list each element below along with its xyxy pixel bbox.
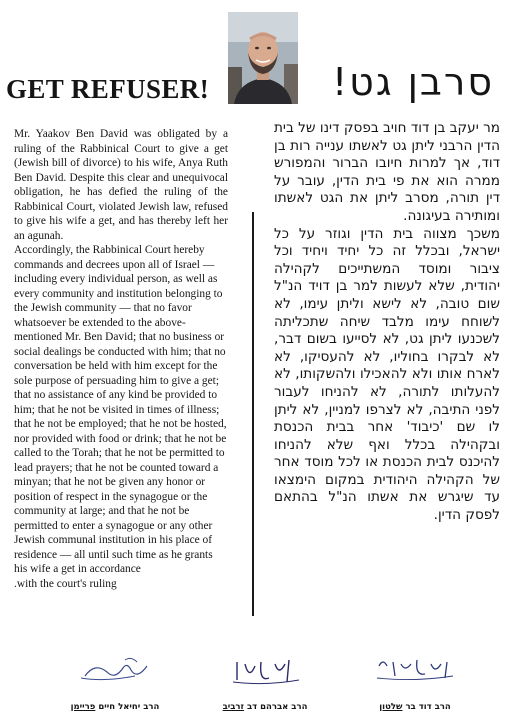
signatures — [60, 652, 480, 712]
portrait-image — [228, 12, 298, 104]
handwritten-signature-1 — [65, 652, 165, 688]
signature-3-name-prefix: הרב דוד בר — [405, 702, 451, 712]
signature-3 — [360, 652, 470, 712]
signature-2-name-surname: זרביב — [222, 702, 244, 712]
title-hebrew: סרבן גט! — [331, 60, 494, 104]
hebrew-paragraph-2: משכך מצווה בית הדין וגוזר על כל ישראל, ובכלל זה כל יחיד ויחיד וכל ציבור ומוסד המשתייכים לקהילה יהודית, שלא לעשות למר בן דויד הנ"ל שום טובה, לא לישא וליתן עימו, לא לשוחח עימו מלבד שיחה שתכליתה לשכנעו ליתן גט, לא לסייעו בשום דבר, לא לבקרו בחוליו, לא להעסיקו, לא לארח אותו ולא להאכילו ולהשקותו, לא להעלותו לתורה, לא להניחו לעבור לפני התיבה, לא לצרפו למניין, לא ליתן לו שם 'כיבוד' אחר בבית הכנסת ובקהילה בכלל ואף שלא להניחו להיכנס לבית הכנסת או לכל מוסד אחר של הקהילה היהודית במקום הימצאו עד שיגרש את אשתו הנ"ל בהתאם לפסק הדין. — [274, 225, 500, 524]
english-paragraph-2: Accordingly, the Rabbinical Court hereby commands and decrees upon all of Israel — including every individual person, as well as every community and institution belonging to the Jewish community — that no favor whatsoever be extended to the above-mentioned Mr. Ben David; that no business or social dealings be conducted with him; that no conversation be held with him except for the sole purpose of persuading him to give a get; that no assistance of any kind be provided to him; that he not be visited in times of illness; that he not be employed; that he not be hosted, nor provided with food or drink; that he not be called to the Torah; that he not be permitted to lead prayers; that he not be counted toward a minyan; that he not be given any honor or position of respect in the synagogue or the community at large; and that he not be permitted to enter a synagogue or any other Jewish communal institution in his place of residence — all until such time as he grants his wife a get in accordance — [14, 244, 227, 575]
signature-2-name-prefix: הרב אברהם דב — [246, 702, 308, 712]
signature-1 — [60, 652, 170, 712]
title-english: GET REFUSER! — [6, 74, 210, 104]
hebrew-column — [274, 120, 500, 525]
signature-1-name — [60, 702, 170, 712]
english-paragraph-1: Mr. Yaakov Ben David was obligated by a ruling of the Rabbinical Court to give a get (Jewish bill of divorce) to his wife, Anya Ruth Ben David. Despite this clear and unequivocal obligation, he has defied the ruling of the Rabbinical Court, violated Jewish law, refused to give his wife a get, and has thereby left her an agunah. — [14, 128, 228, 242]
signature-3-name-surname: שלטון — [379, 702, 403, 712]
handwritten-signature-3 — [365, 652, 465, 688]
english-column — [14, 127, 228, 591]
signature-3-name — [360, 702, 470, 712]
column-divider — [252, 212, 254, 616]
hebrew-paragraph-1: מר יעקב בן דוד חויב בפסק דינו של בית הדין הרבני ליתן גט לאשתו ענייה רות בן דוד, אך למרות חיובו הברור והמפורש ממרה הוא את פי בית הדין, עובר על דין תורה, מסרב ליתן את הגט לאשתו ומותירה בעיגונה. — [274, 120, 500, 224]
portrait-photo — [228, 12, 298, 104]
signature-1-name-prefix: הרב יחיאל חיים — [98, 702, 160, 712]
english-paragraph-2-end: with the court's ruling. — [14, 577, 117, 590]
signature-2 — [210, 652, 320, 712]
handwritten-signature-2 — [215, 652, 315, 688]
signature-2-name — [210, 702, 320, 712]
signature-1-name-surname: פריימן — [70, 702, 96, 712]
